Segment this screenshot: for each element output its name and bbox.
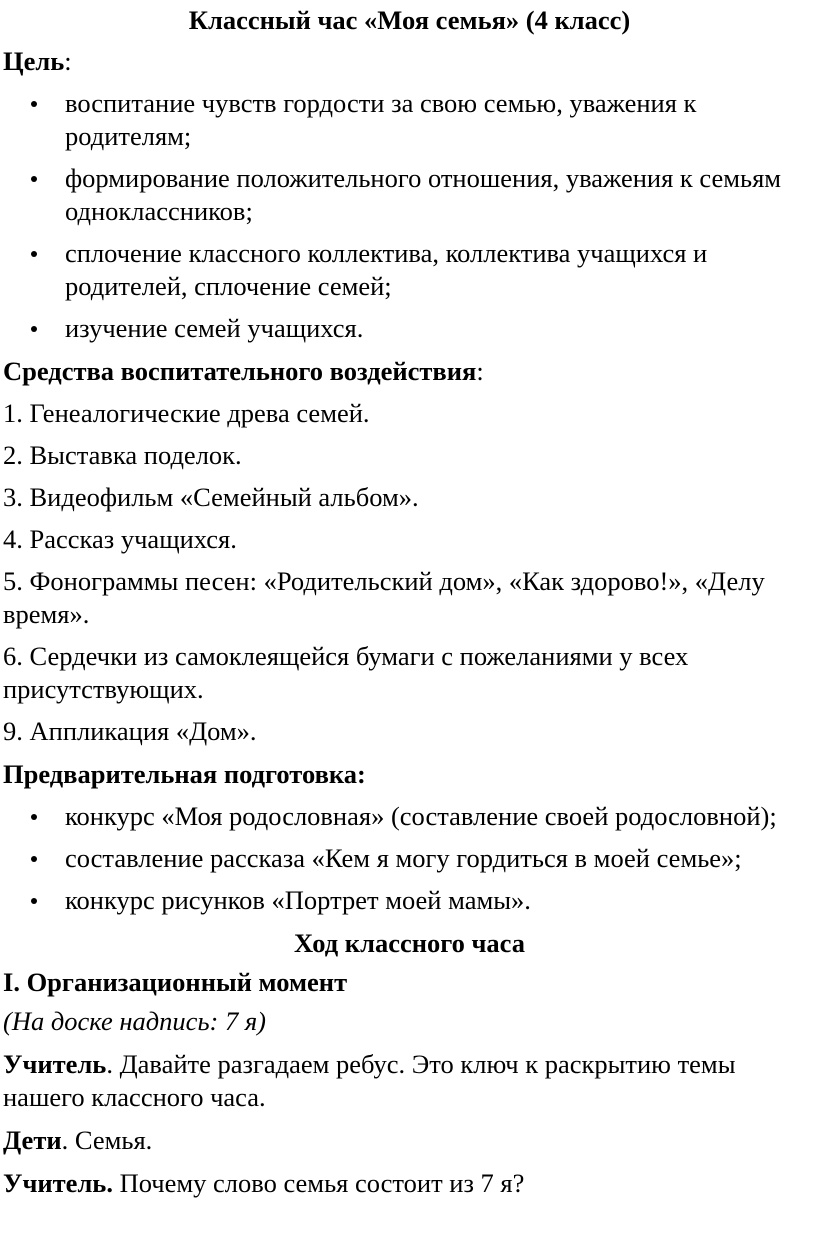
speaker-label: Учитель. — [3, 1168, 113, 1198]
list-item: 4. Рассказ учащихся. — [3, 524, 237, 554]
list-item: 5. Фонограммы песен: «Родительский дом», «Как здорово!», «Делу время». — [3, 566, 765, 629]
dialogue-line: Учитель. Почему слово семья состоит из 7 я? — [3, 1168, 525, 1198]
dialogue-line: Дети. Семья. — [3, 1125, 153, 1155]
means-label: Средства воспитательного воздействия — [3, 356, 477, 386]
list-item: конкурс «Моя родословная» (составление своей родословной); — [3, 800, 816, 833]
speaker-label: Учитель — [3, 1049, 107, 1079]
list-item: 1. Генеалогические древа семей. — [3, 398, 370, 428]
list-item: сплочение классного коллектива, коллектива учащихся и родителей, сплочение семей; — [3, 237, 816, 303]
course-heading: Ход классного часа — [293, 928, 526, 958]
list-item: составление рассказа «Кем я могу гордиться в моей семье»; — [3, 842, 816, 875]
section1-heading: I. Организационный момент — [3, 967, 348, 997]
goal-label: Цель — [3, 46, 65, 76]
list-item: изучение семей учащихся. — [3, 312, 816, 345]
list-item: 9. Аппликация «Дом». — [3, 716, 257, 746]
list-item: 6. Сердечки из самоклеящейся бумаги с пожеланиями у всех присутствующих. — [3, 641, 689, 704]
board-note: (На доске надпись: 7 я) — [3, 1006, 266, 1036]
speaker-label: Дети — [3, 1125, 62, 1155]
goal-heading — [3, 45, 816, 78]
prep-list — [3, 800, 816, 917]
document-title: Классный час «Моя семья» (4 класс) — [188, 5, 631, 35]
list-item: формирование положительного отношения, уважения к семьям одноклассников; — [3, 162, 816, 228]
means-heading — [3, 355, 816, 388]
bullet-icon — [31, 898, 37, 904]
means-colon: : — [476, 356, 484, 386]
bullet-icon — [31, 856, 37, 862]
bullet-icon — [31, 326, 37, 332]
means-list — [3, 397, 816, 748]
list-item: воспитание чувств гордости за свою семью, уважения к родителям; — [3, 87, 816, 153]
goal-list — [3, 87, 816, 345]
list-item: конкурс рисунков «Портрет моей мамы». — [3, 884, 816, 917]
goal-colon: : — [64, 46, 72, 76]
dialogue-line: Учитель. Давайте разгадаем ребус. Это ключ к раскрытию темы нашего классного часа. — [3, 1049, 736, 1112]
bullet-icon — [31, 814, 37, 820]
list-item: 3. Видеофильм «Семейный альбом». — [3, 482, 419, 512]
bullet-icon — [31, 101, 37, 107]
bullet-icon — [31, 251, 37, 257]
bullet-icon — [31, 176, 37, 182]
prep-heading: Предварительная подготовка: — [3, 759, 366, 789]
list-item: 2. Выставка поделок. — [3, 440, 242, 470]
